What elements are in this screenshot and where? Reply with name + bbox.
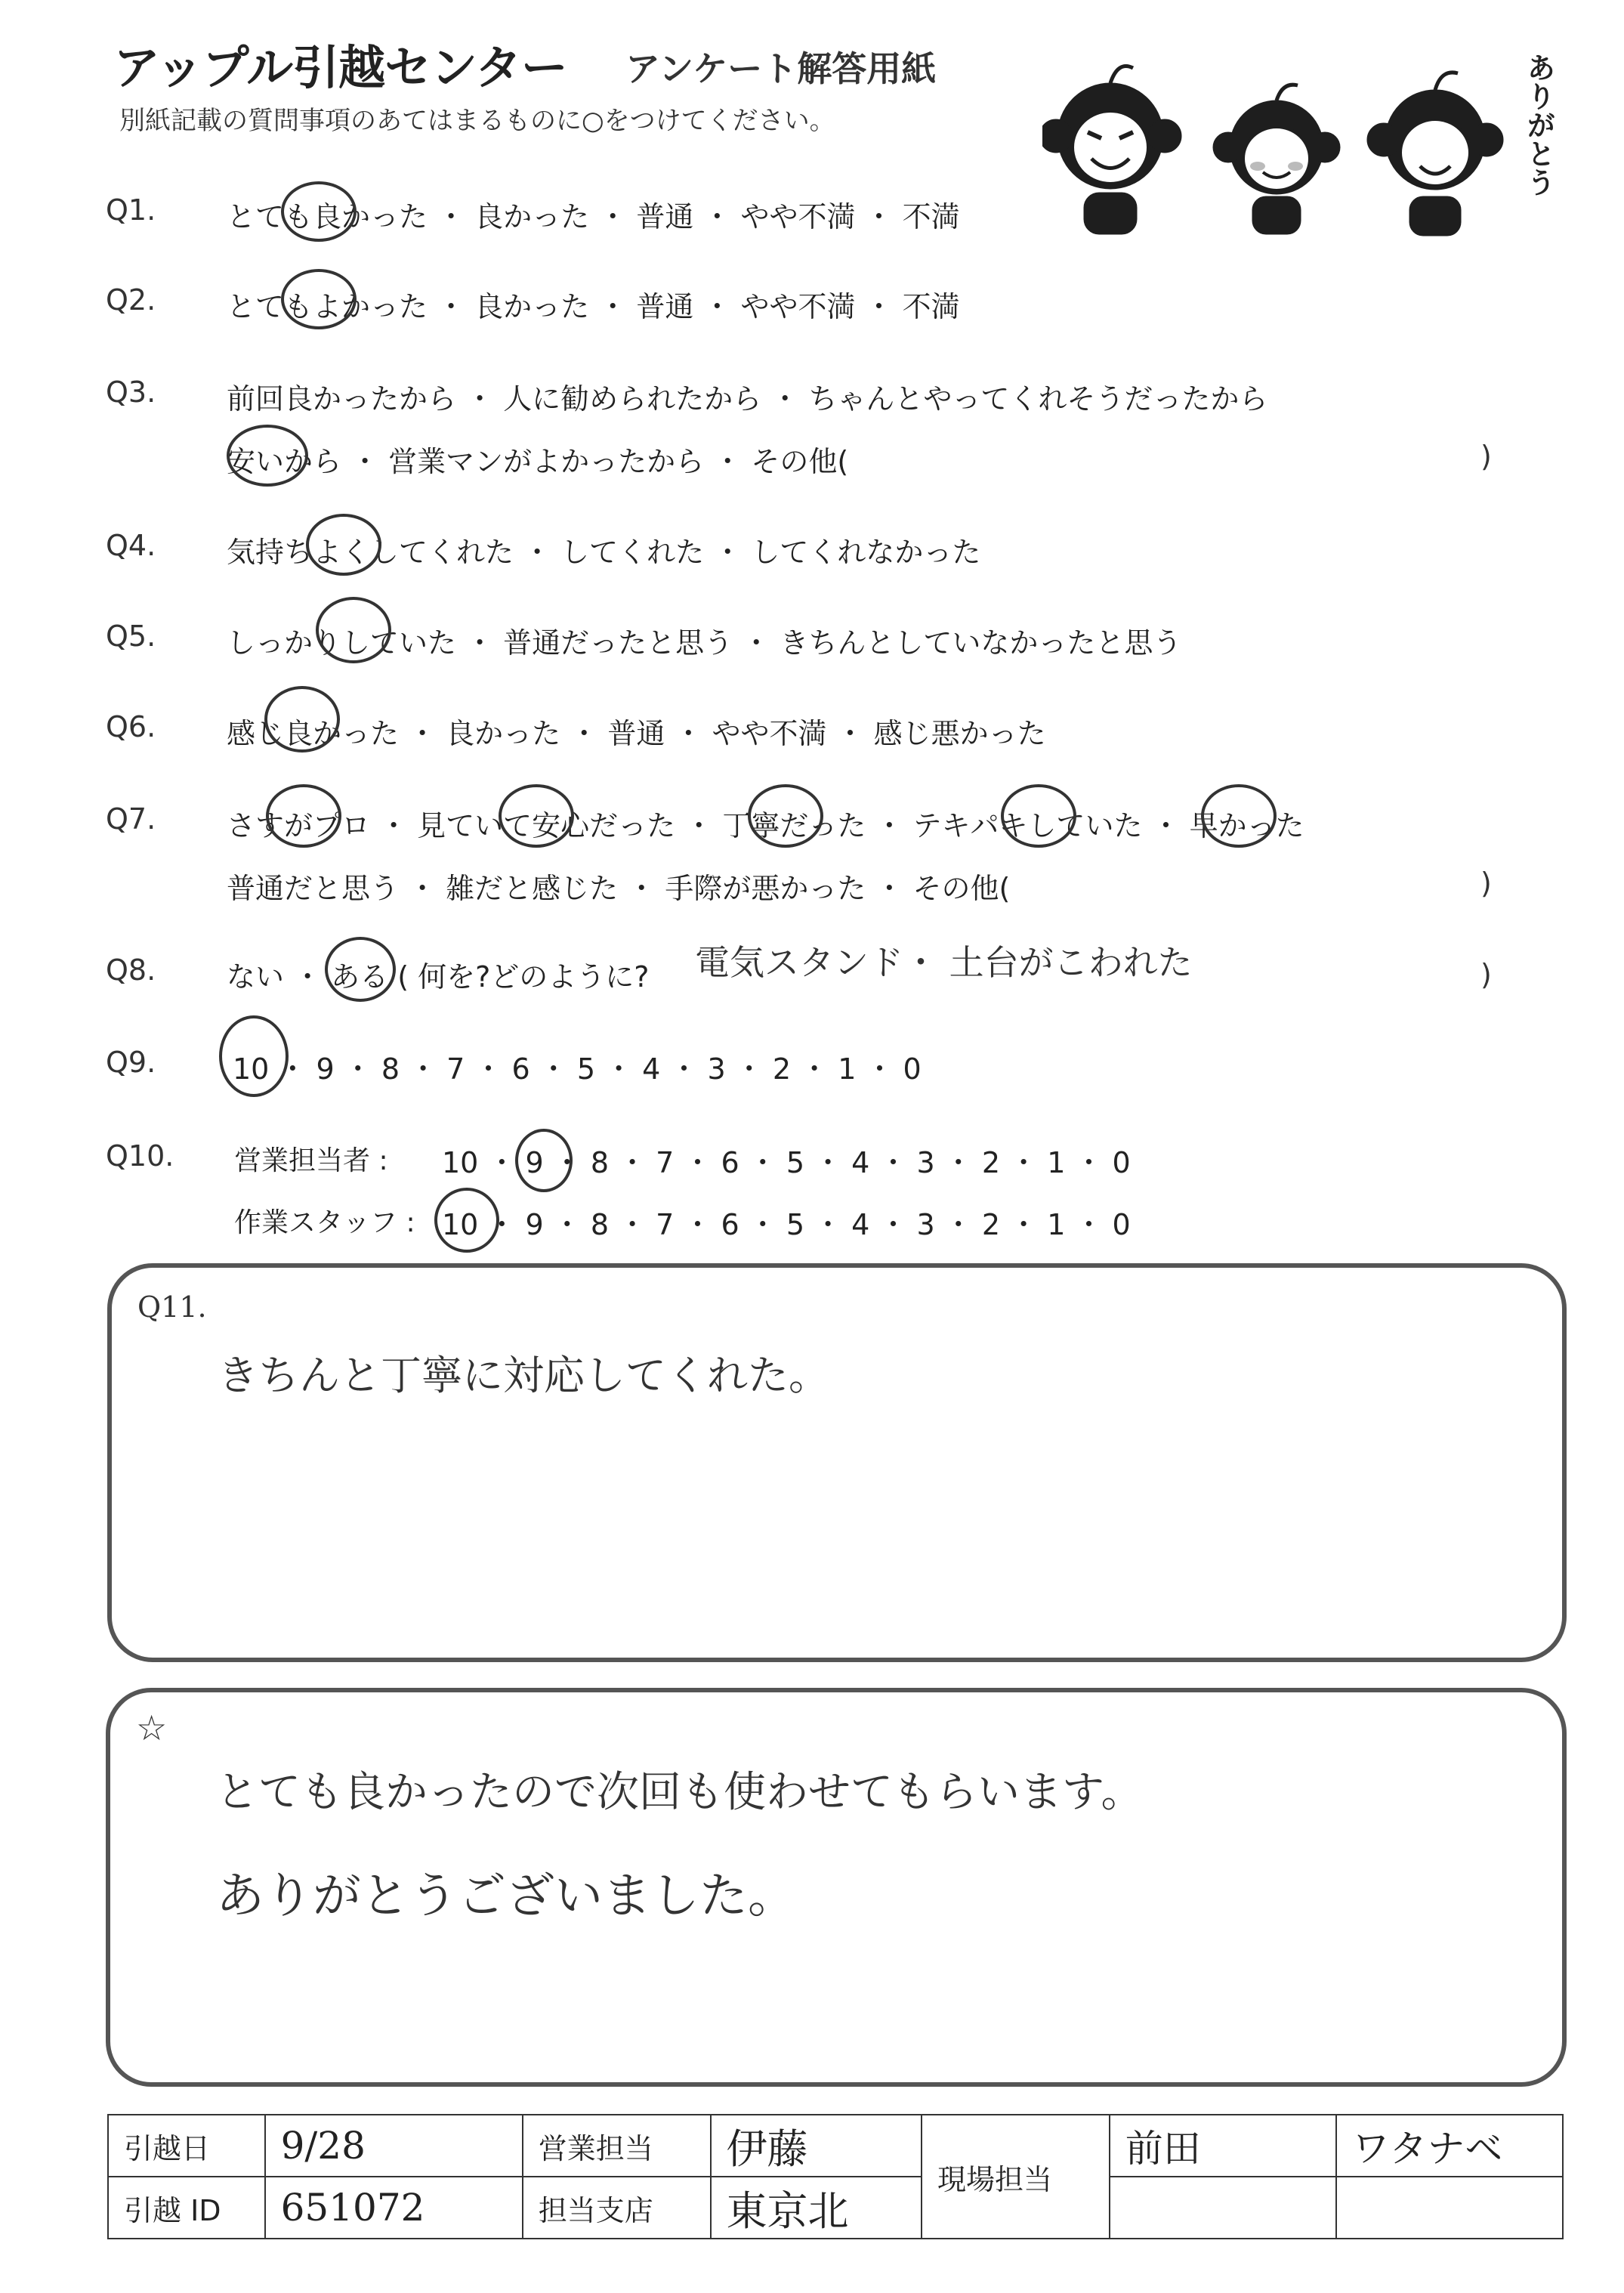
q7-close-paren: ) — [1480, 867, 1492, 900]
instruction-text: 別紙記載の質問事項のあてはまるものに○をつけてください。 — [119, 106, 835, 136]
branch-value: 東京北 — [711, 2177, 922, 2239]
page-subtitle: アンケート解答用紙 — [625, 48, 937, 89]
move-id-label: 引越 ID — [108, 2177, 265, 2239]
q3-label: Q3. — [106, 375, 156, 409]
q5-answer-circle — [316, 597, 391, 663]
q5-label: Q5. — [106, 620, 156, 653]
site-staff-label: 現場担当 — [922, 2115, 1110, 2239]
q1-label: Q1. — [106, 193, 156, 227]
q3-close-paren: ) — [1480, 440, 1492, 473]
comment-handwritten-line2: ありがとうございました。 — [216, 1868, 796, 1924]
q8-options: ない ・ ある ( 何を?どのように? — [227, 960, 650, 994]
comment-handwritten-line1: とても良かったので次回も使わせてもらいます。 — [216, 1768, 1144, 1817]
q10-staff-answer-circle — [434, 1188, 499, 1253]
move-date-label: 引越日 — [108, 2115, 265, 2177]
q3-options-line2: 安いから ・ 営業マンがよかったから ・ その他( — [227, 445, 849, 478]
q8-handwritten-answer: 電気スタンド・ 土台がこわれた — [695, 942, 1193, 983]
q11-answer-box — [107, 1263, 1567, 1662]
q2-label: Q2. — [106, 283, 156, 317]
move-date-value: 9/28 — [265, 2115, 523, 2177]
q3-options-line1: 前回良かったから ・ 人に勧められたから ・ ちゃんとやってくれそうだったから — [227, 382, 1268, 416]
q7-answer-circle-4 — [1001, 784, 1076, 848]
site-staff-empty-2 — [1336, 2177, 1563, 2239]
thanks-vertical-text: ありがとう — [1522, 53, 1555, 196]
q2-options: とてもよかった ・ 良かった ・ 普通 ・ やや不満 ・ 不満 — [227, 290, 960, 323]
q7-answer-circle-1 — [266, 784, 341, 848]
q10-staff-scale: 10 ・ 9 ・ 8 ・ 7 ・ 6 ・ 5 ・ 4 ・ 3 ・ 2 ・ 1 ・ 0 — [442, 1208, 1131, 1241]
q8-answer-circle — [325, 937, 396, 1002]
q3-answer-circle — [227, 425, 308, 487]
q7-label: Q7. — [106, 802, 156, 836]
site-staff-value-1: 前田 — [1110, 2115, 1336, 2177]
branch-label: 担当支店 — [523, 2177, 711, 2239]
q10-staff-label: 作業スタッフ : — [234, 1207, 415, 1238]
q10-sales-answer-circle — [515, 1129, 573, 1192]
comment-box — [106, 1688, 1567, 2087]
q5-options: しっかりしていた ・ 普通だったと思う ・ きちんとしていなかったと思う — [227, 626, 1182, 660]
q6-label: Q6. — [106, 710, 156, 743]
site-staff-empty-1 — [1110, 2177, 1336, 2239]
mascot-illustration — [1042, 45, 1541, 242]
q7-answer-circle-2 — [499, 784, 574, 848]
sales-rep-label: 営業担当 — [523, 2115, 711, 2177]
q9-answer-circle — [219, 1015, 289, 1097]
q7-options-line1: さすがプロ ・ 見ていて安心だった ・ 丁寧だった ・ テキパキしていた ・ 早かった — [227, 809, 1304, 842]
q9-label: Q9. — [106, 1046, 156, 1079]
q6-options: 感じ良かった ・ 良かった ・ 普通 ・ やや不満 ・ 感じ悪かった — [227, 717, 1046, 750]
q9-scale: 10 ・ 9 ・ 8 ・ 7 ・ 6 ・ 5 ・ 4 ・ 3 ・ 2 ・ 1 ・ 0 — [233, 1052, 922, 1086]
q7-answer-circle-5 — [1201, 784, 1277, 848]
q7-options-line2: 普通だと思う ・ 雑だと感じた ・ 手際が悪かった ・ その他( — [227, 872, 1011, 905]
sales-rep-value: 伊藤 — [711, 2115, 922, 2177]
q4-options: 気持ちよくしてくれた ・ してくれた ・ してくれなかった — [227, 536, 981, 569]
q4-answer-circle — [306, 514, 381, 576]
q7-answer-circle-3 — [748, 784, 823, 848]
q2-answer-circle — [281, 269, 357, 329]
move-id-value: 651072 — [265, 2177, 523, 2239]
q10-sales-scale: 10 ・ 9 ・ 8 ・ 7 ・ 6 ・ 5 ・ 4 ・ 3 ・ 2 ・ 1 ・ 0 — [442, 1146, 1131, 1179]
footer-info-table — [107, 2114, 1564, 2239]
q8-close-paren: ) — [1480, 958, 1492, 991]
q11-handwritten-answer: きちんと丁寧に対応してくれた。 — [218, 1352, 829, 1399]
q8-label: Q8. — [106, 953, 156, 987]
q11-label: Q11. — [137, 1290, 207, 1324]
page-title: アップル引越センター — [113, 40, 567, 95]
q1-options: とても良かった ・ 良かった ・ 普通 ・ やや不満 ・ 不満 — [227, 200, 960, 233]
comment-star-label: ☆ — [136, 1707, 168, 1748]
q6-answer-circle — [264, 686, 340, 752]
q4-label: Q4. — [106, 529, 156, 562]
q1-answer-circle — [281, 181, 357, 242]
q10-sales-label: 営業担当者 : — [234, 1145, 388, 1176]
site-staff-value-2: ワタナベ — [1336, 2115, 1563, 2177]
q10-label: Q10. — [106, 1139, 174, 1173]
